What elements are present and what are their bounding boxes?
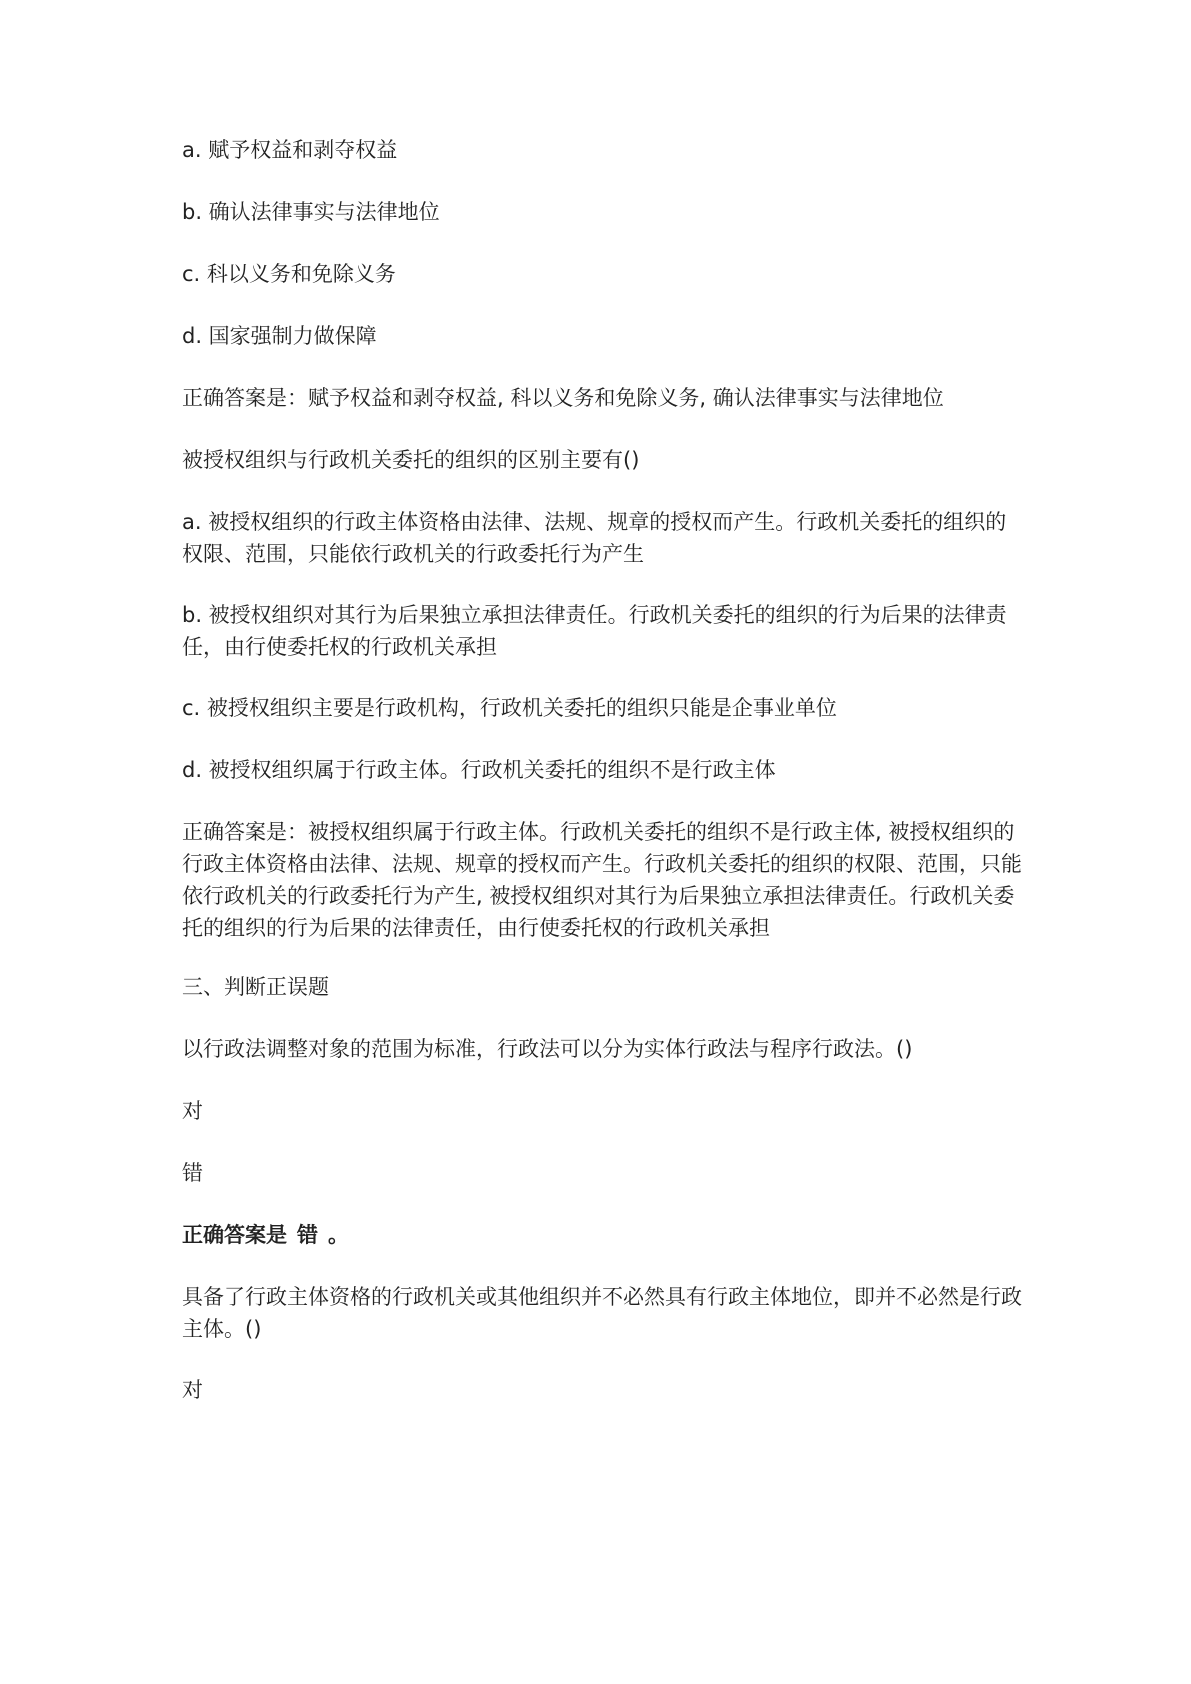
q4-question: 具备了行政主体资格的行政机关或其他组织并不必然具有行政主体地位，即并不必然是行政主体。() [182, 1285, 1022, 1341]
q3-answer-prefix: 正确答案是 [182, 1223, 287, 1247]
q1-option-b: b. 确认法律事实与法律地位 [182, 200, 440, 224]
q1-option-d: d. 国家强制力做保障 [182, 324, 377, 348]
q3-option-false: 错 [182, 1161, 203, 1185]
q2-option-a: a. 被授权组织的行政主体资格由法律、法规、规章的授权而产生。行政机关委托的组织的权限、范围，只能依行政机关的行政委托行为产生 [182, 510, 1007, 566]
q3-answer-value: 错 [297, 1223, 318, 1247]
q2-option-b: b. 被授权组织对其行为后果独立承担法律责任。行政机关委托的组织的行为后果的法律责任，由行使委托权的行政机关承担 [182, 603, 1007, 659]
q1-option-c: c. 科以义务和免除义务 [182, 262, 396, 286]
q3-correct-answer [182, 1219, 1022, 1251]
q2-option-c: c. 被授权组织主要是行政机构，行政机关委托的组织只能是企事业单位 [182, 696, 837, 720]
q3-option-true: 对 [182, 1099, 203, 1123]
q3-question: 以行政法调整对象的范围为标准，行政法可以分为实体行政法与程序行政法。() [182, 1037, 913, 1061]
section-title: 三、判断正误题 [182, 975, 329, 999]
q1-correct-answer: 正确答案是：赋予权益和剥夺权益, 科以义务和免除义务, 确认法律事实与法律地位 [182, 386, 944, 410]
q2-question: 被授权组织与行政机关委托的组织的区别主要有() [182, 448, 640, 472]
q4-option-true: 对 [182, 1378, 203, 1402]
q2-correct-answer: 正确答案是：被授权组织属于行政主体。行政机关委托的组织不是行政主体, 被授权组织的行政主体资格由法律、法规、规章的授权而产生。行政机关委托的组织的权限、范围，只能依行政机关的行政委托行为产生, 被授权组织对其行为后果独立承担法律责任。行政机关委托的组织的行为后果的法律责任，由行使委托权的行政机关承担 [182, 820, 1022, 940]
q1-option-a: a. 赋予权益和剥夺权益 [182, 138, 398, 162]
q3-answer-suffix: 。 [328, 1223, 349, 1247]
q2-option-d: d. 被授权组织属于行政主体。行政机关委托的组织不是行政主体 [182, 758, 776, 782]
